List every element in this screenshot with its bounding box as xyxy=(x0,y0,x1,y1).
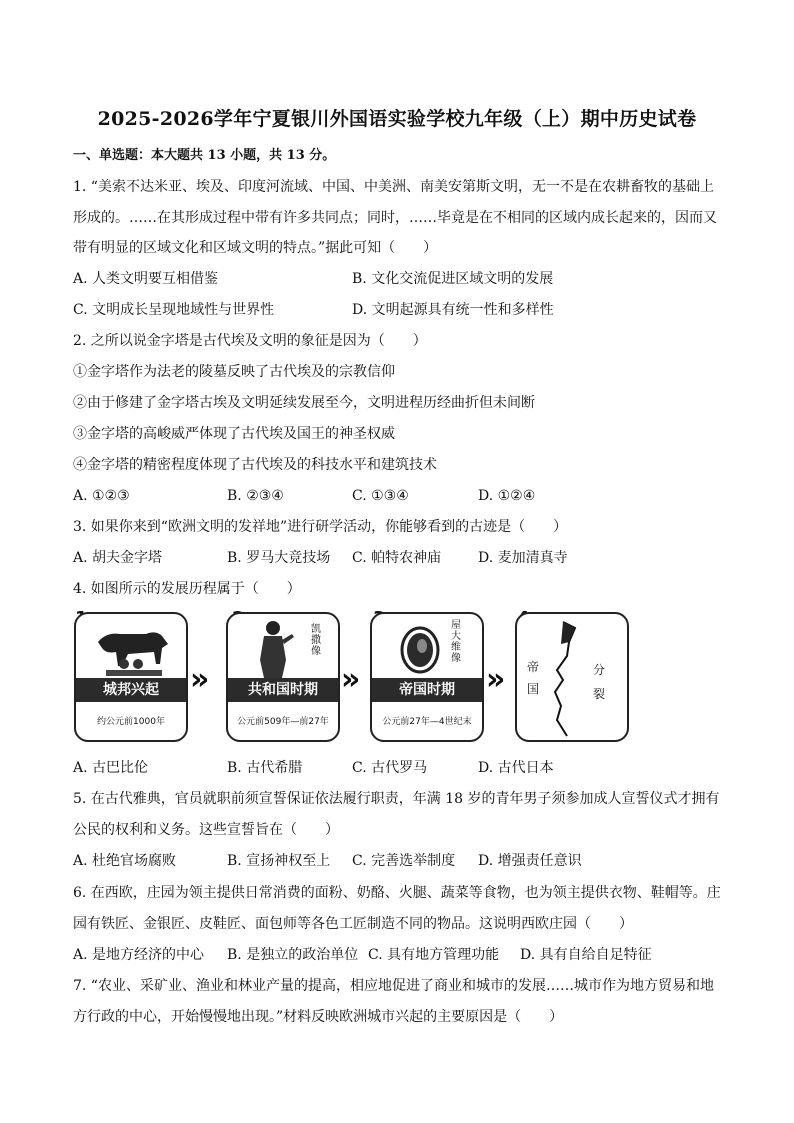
panel-3-note: 屋大维像 xyxy=(451,620,461,664)
q1-stem-line-3: 带有明显的区域文化和区域文明的特点。”据此可知（ ） xyxy=(73,240,438,256)
page-title: 2025-2026学年宁夏银川外国语实验学校九年级（上）期中历史试卷 xyxy=(97,108,697,130)
section-heading: 一、单选题：本大题共 13 小题，共 13 分。 xyxy=(73,148,336,163)
q2-option-d[interactable]: D. ①②④ xyxy=(478,488,536,504)
q5-option-d[interactable]: D. 增强责任意识 xyxy=(478,853,582,869)
panel-4 xyxy=(515,612,629,742)
q7-stem-line-2: 方行政的中心，开始慢慢地出现。”材料反映欧洲城市兴起的主要原因是（ ） xyxy=(73,1009,564,1025)
q1-stem-line-2: 形成的。……在其形成过程中带有许多共同点；同时，……毕竟是在不相同的区域内成长起来的，因而又 xyxy=(73,210,717,226)
q1-option-d[interactable]: D. 文明起源具有统一性和多样性 xyxy=(352,302,554,318)
q6-option-b[interactable]: B. 是独立的政治单位 xyxy=(227,947,359,963)
panel-2-note: 凯撒像 xyxy=(311,624,321,657)
panel-4-left-text: 帝国 xyxy=(526,660,539,696)
panel-1-caption: 约公元前1000年 xyxy=(97,717,165,727)
q2-option-a[interactable]: A. ①②③ xyxy=(73,488,130,504)
q3-stem: 3. 如果你来到“欧洲文明的发祥地”进行研学活动，你能够看到的古迹是（ ） xyxy=(73,519,568,535)
q3-option-a[interactable]: A. 胡夫金字塔 xyxy=(73,550,163,566)
q6-option-a[interactable]: A. 是地方经济的中心 xyxy=(73,947,205,963)
q4-option-c[interactable]: C. 古代罗马 xyxy=(352,760,428,776)
q5-option-a[interactable]: A. 杜绝官场腐败 xyxy=(73,853,177,869)
panel-1-label: 城邦兴起 xyxy=(74,678,188,702)
octavian-coin-icon xyxy=(372,614,482,678)
q1-option-b[interactable]: B. 文化交流促进区域文明的发展 xyxy=(352,271,554,287)
q7-stem-line-1: 7. “农业、采矿业、渔业和林业产量的提高，相应地促进了商业和城市的发展……城市作为地方贸易和地 xyxy=(73,978,714,994)
q1-option-a[interactable]: A. 人类文明要互相借鉴 xyxy=(73,271,219,287)
panel-4-right-text: 分裂 xyxy=(592,663,605,701)
panel-2 xyxy=(226,612,340,742)
panel-3-label: 帝国时期 xyxy=(370,678,484,702)
q5-stem-line-1: 5. 在古代雅典，官员就职前须宣誓保证依法履行职责，年满 18 岁的青年男子须参加成人宣誓仪式才拥有 xyxy=(73,791,720,807)
q5-option-c[interactable]: C. 完善选举制度 xyxy=(352,853,456,869)
q2-item-2: ②由于修建了金字塔古埃及文明延续发展至今，文明进程历经曲折但未间断 xyxy=(73,395,535,411)
q5-stem-line-2: 公民的权利和义务。这些宣誓旨在（ ） xyxy=(73,822,339,838)
q4-option-b[interactable]: B. 古代希腊 xyxy=(227,760,303,776)
q4-option-d[interactable]: D. 古代日本 xyxy=(478,760,554,776)
she-wolf-statue-icon xyxy=(76,614,186,678)
q2-stem: 2. 之所以说金字塔是古代埃及文明的象征是因为（ ） xyxy=(73,333,427,349)
q3-option-b[interactable]: B. 罗马大竞技场 xyxy=(227,550,331,566)
q3-option-c[interactable]: C. 帕特农神庙 xyxy=(352,550,442,566)
q6-stem-line-1: 6. 在西欧，庄园为领主提供日常消费的面粉、奶酪、火腿、蔬菜等食物，也为领主提供衣物、鞋帽等。庄 xyxy=(73,885,721,901)
q3-option-d[interactable]: D. 麦加清真寺 xyxy=(478,550,568,566)
q6-stem-line-2: 园有铁匠、金银匠、皮鞋匠、面包师等各色工匠制造不同的物品。这说明西欧庄园（ ） xyxy=(73,916,633,932)
q2-item-4: ④金字塔的精密程度体现了古代埃及的科技水平和建筑技术 xyxy=(73,457,437,473)
q2-item-1: ①金字塔作为法老的陵墓反映了古代埃及的宗教信仰 xyxy=(73,364,395,380)
q4-stem: 4. 如图所示的发展历程属于（ ） xyxy=(73,581,301,597)
arrow-3: » xyxy=(486,662,496,697)
q1-stem-line-1: 1. “美索不达米亚、埃及、印度河流域、中国、中美洲、南美安第斯文明，无一不是在农耕畜牧的基础上 xyxy=(73,179,714,195)
arrow-1: » xyxy=(190,662,200,697)
panel-1 xyxy=(74,612,188,742)
arrow-2: » xyxy=(341,662,351,697)
q1-option-c[interactable]: C. 文明成长呈现地域性与世界性 xyxy=(73,302,275,318)
q2-item-3: ③金字塔的高峻威严体现了古代埃及国王的神圣权威 xyxy=(73,426,395,442)
panel-2-caption: 公元前509年—前27年 xyxy=(237,717,329,727)
q5-option-b[interactable]: B. 宣扬神权至上 xyxy=(227,853,331,869)
q6-option-c[interactable]: C. 具有地方管理功能 xyxy=(368,947,500,963)
q4-option-a[interactable]: A. 古巴比伦 xyxy=(73,760,149,776)
q2-option-b[interactable]: B. ②③④ xyxy=(227,488,284,504)
panel-3-caption: 公元前27年—4世纪末 xyxy=(382,717,472,727)
q6-option-d[interactable]: D. 具有自给自足特征 xyxy=(520,947,652,963)
q2-option-c[interactable]: C. ①③④ xyxy=(352,488,409,504)
panel-2-label: 共和国时期 xyxy=(226,678,340,702)
panel-3 xyxy=(370,612,484,742)
